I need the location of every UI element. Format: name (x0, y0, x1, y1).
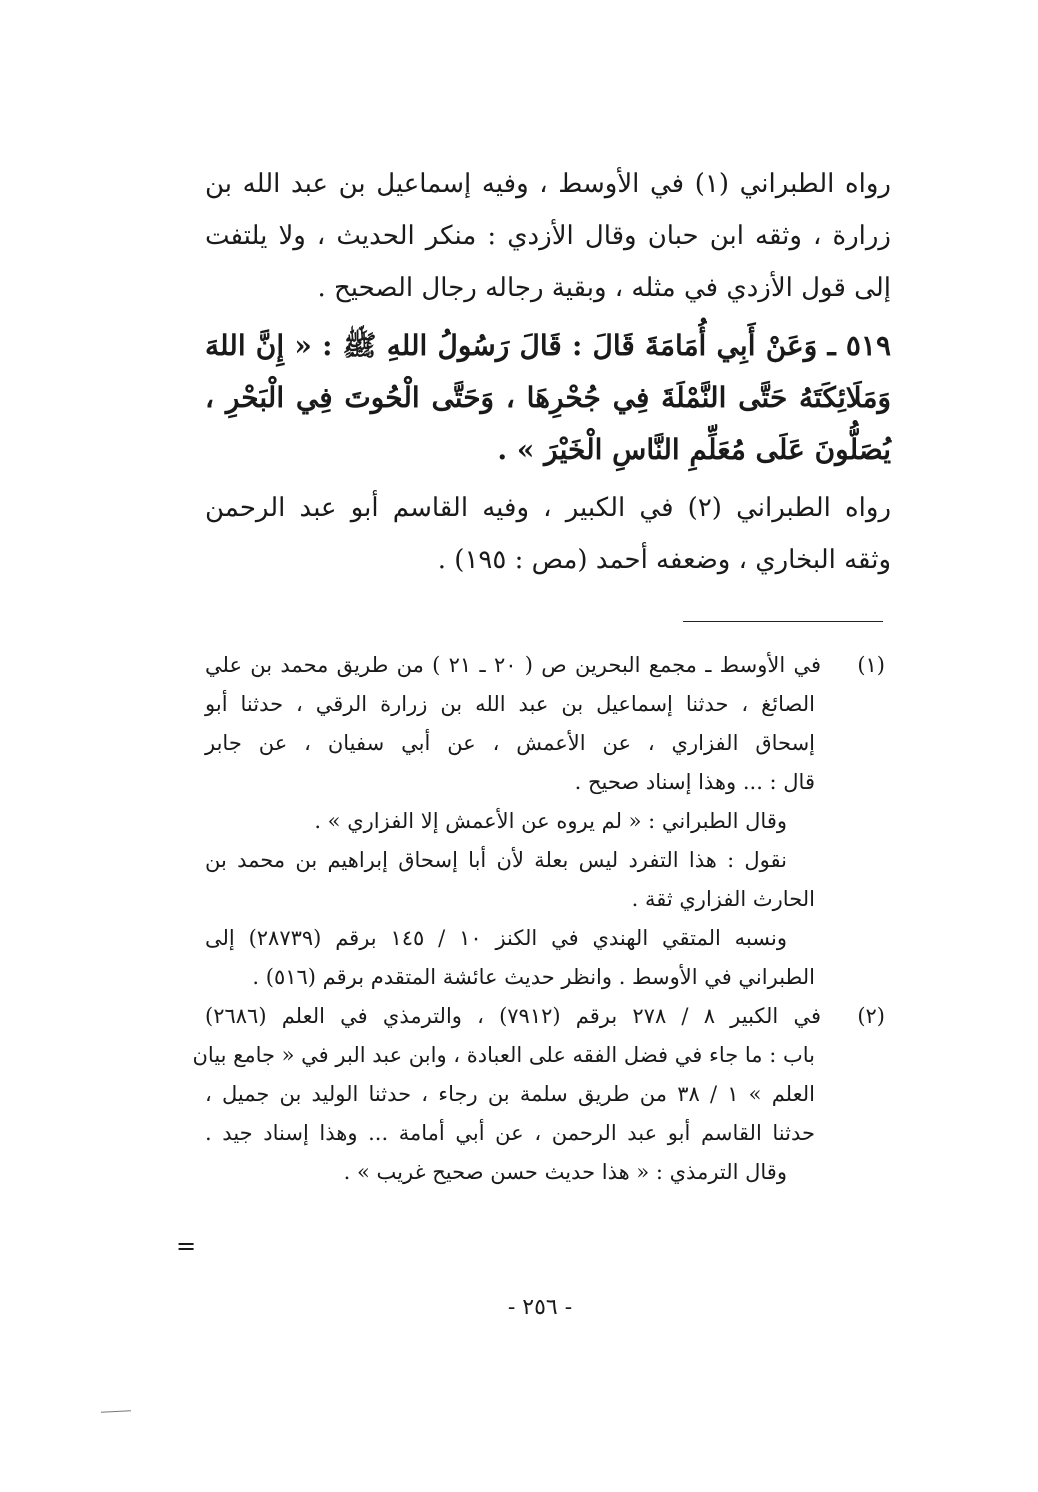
main-line-1: رواه الطبراني (١) في الأوسط ، وفيه إسماعيل بن عبد الله بن (205, 169, 891, 199)
footnote-2-number: (٢) (857, 1004, 885, 1028)
footnote-2-line-3: العلم » ١ / ٣٨ من طريق سلمة بن رجاء ، حدثنا الوليد بن جميل ، (205, 1082, 815, 1106)
footnote-1-first-text: في الأوسط ـ مجمع البحرين ص ( ٢٠ ـ ٢١ ) من طريق محمد بن علي (205, 653, 821, 677)
footnote-1-para-4-first: ونسبه المتقي الهندي في الكنز ١٠ / ١٤٥ برقم (٢٨٧٣٩) إلى (205, 926, 787, 950)
footnote-1-line-4: قال : ... وهذا إسناد صحيح . (574, 770, 815, 794)
main-after-line-2: وثقه البخاري ، وضعفه أحمد (مص : ١٩٥) . (437, 545, 891, 575)
footnote-2-line-2: باب : ما جاء في فضل الفقه على العبادة ، وابن عبد البر في « جامع بيان (192, 1043, 815, 1067)
footnotes (192, 646, 885, 1192)
hadith-line-2: وَمَلَائِكَتَهُ حَتَّى النَّمْلَةَ فِي جُحْرِهَا ، وَحَتَّى الْحُوتَ فِي الْبَحْرِ ، (205, 381, 891, 414)
footnote-1-line-2: الصائغ ، حدثنا إسماعيل بن عبد الله بن زرارة الرقي ، حدثنا أبو (205, 692, 815, 716)
footnote-1-para-2: وقال الطبراني : « لم يروه عن الأعمش إلا الفزاري » . (314, 809, 787, 833)
footnote-1-para-4-last: الطبراني في الأوسط . وانظر حديث عائشة المتقدم برقم (٥١٦) . (252, 965, 815, 989)
footnote-1-number: (١) (857, 653, 885, 677)
footnote-1-para-3-first: نقول : هذا التفرد ليس بعلة لأن أبا إسحاق إبراهيم بن محمد بن (205, 848, 787, 872)
hadith-line-3: يُصَلُّونَ عَلَى مُعَلِّمِ النَّاسِ الْخَيْرَ » . (497, 433, 891, 466)
continuation-mark: = (176, 1232, 197, 1260)
footnote-2-first-line (205, 997, 885, 1036)
main-line-3: إلى قول الأزدي في مثله ، وبقية رجاله رجال الصحيح . (317, 273, 891, 303)
footnote-1-first-line (205, 646, 885, 685)
main-after-line-1: رواه الطبراني (٢) في الكبير ، وفيه القاسم أبو عبد الرحمن (205, 493, 891, 523)
hadith-line-1: ٥١٩ ـ وَعَنْ أَبِي أُمَامَةَ قَالَ : قَالَ رَسُولُ اللهِ ﷺ : « إِنَّ اللهَ (205, 329, 891, 362)
footnote-separator (683, 621, 883, 622)
margin-pencil-mark (101, 1410, 131, 1413)
footnote-2-first-text: في الكبير ٨ / ٢٧٨ برقم (٧٩١٢) ، والترمذي في العلم (٢٦٨٦) (205, 1004, 821, 1028)
footnote-2-para-2: وقال الترمذي : « هذا حديث حسن صحيح غريب » . (343, 1160, 787, 1184)
main-text (205, 158, 891, 586)
footnote-1-line-3: إسحاق الفزاري ، عن الأعمش ، عن أبي سفيان ، عن جابر (205, 731, 815, 755)
footnote-1-para-3-last: الحارث الفزاري ثقة . (631, 887, 815, 911)
page-number: - ٢٥٦ - (507, 1295, 573, 1320)
main-line-2: زرارة ، وثقه ابن حبان وقال الأزدي : منكر الحديث ، ولا يلتفت (205, 221, 891, 251)
footnote-2-line-4: حدثنا القاسم أبو عبد الرحمن ، عن أبي أمامة ... وهذا إسناد جيد . (205, 1121, 815, 1145)
